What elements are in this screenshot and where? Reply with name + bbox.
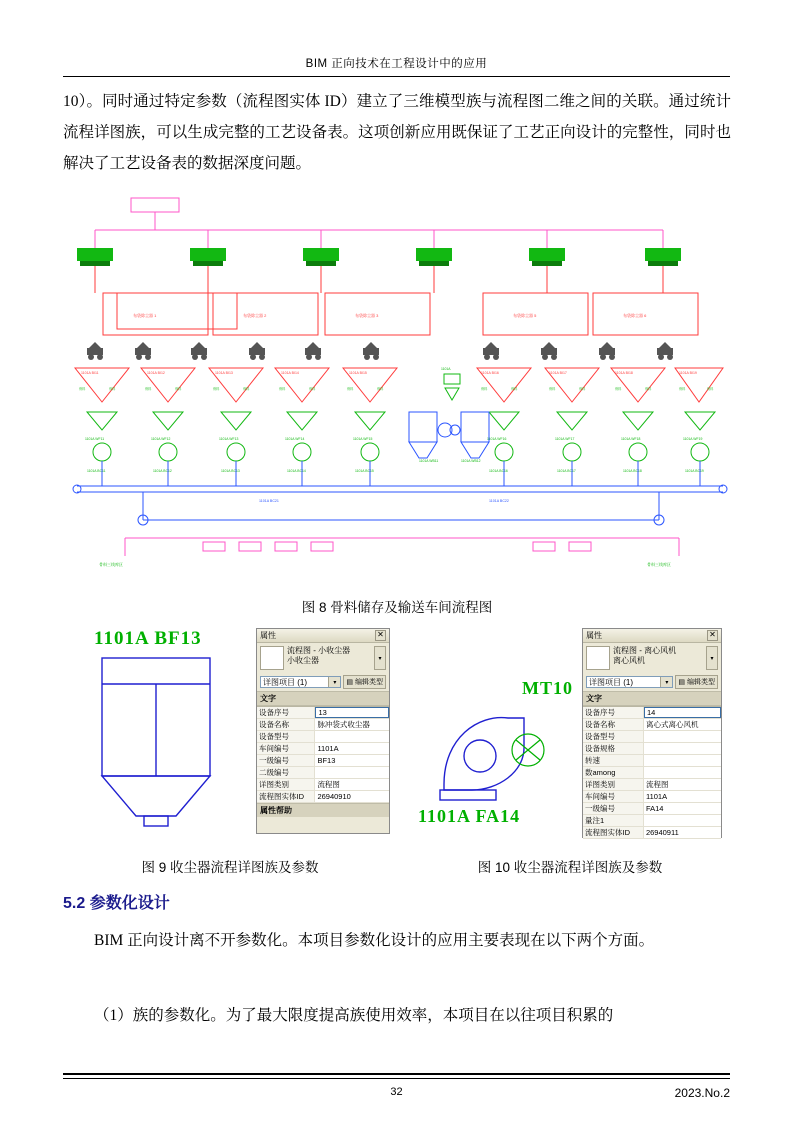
figure-10-caption: 图 10 收尘器流程详图族及参数	[477, 860, 663, 875]
param-key: 详图类别	[583, 779, 644, 790]
svg-text:1101A BC22: 1101A BC22	[489, 499, 509, 503]
table-row[interactable]	[257, 779, 389, 791]
svg-text:1101A BC16: 1101A BC16	[489, 469, 508, 473]
svg-text:骨料: 骨料	[679, 387, 686, 391]
svg-text:1101A BC17: 1101A BC17	[557, 469, 576, 473]
edit-type-label: 编辑类型	[355, 679, 383, 686]
palette-parameter-grid	[583, 706, 721, 839]
param-key: 流程图实体ID	[583, 827, 644, 838]
param-key: 量注1	[583, 815, 644, 826]
edit-type-label: 编辑类型	[687, 679, 715, 686]
footer-divider-thick	[63, 1073, 730, 1075]
fig10-tag-label-top: MT10	[522, 678, 573, 698]
svg-text:骨料三线库区: 骨料三线库区	[99, 562, 123, 567]
svg-text:1101A WF18: 1101A WF18	[621, 437, 641, 441]
param-value[interactable]	[644, 731, 721, 742]
table-row[interactable]	[583, 791, 721, 803]
table-row[interactable]	[257, 731, 389, 743]
param-value[interactable]	[315, 731, 389, 742]
instance-selector-value: 详图项目 (1)	[263, 677, 307, 687]
svg-text:1101A WB11: 1101A WB11	[419, 459, 439, 463]
fig9-tag-label: 1101A BF13	[94, 628, 202, 649]
svg-text:骨料三线库区: 骨料三线库区	[647, 562, 671, 567]
svg-text:1101A BC21: 1101A BC21	[259, 499, 279, 503]
chevron-down-icon[interactable]: ▾	[660, 677, 672, 687]
svg-text:1101A BC15: 1101A BC15	[355, 469, 374, 473]
flow-diagram-svg	[63, 190, 731, 580]
instance-selector[interactable]	[586, 676, 673, 688]
svg-text:1101A BC11: 1101A BC11	[87, 469, 106, 473]
figure-9-caption: 图 9 收尘器流程详图族及参数	[141, 860, 319, 875]
svg-text:1101A BI14: 1101A BI14	[281, 371, 299, 375]
table-row[interactable]	[583, 743, 721, 755]
close-icon[interactable]: ✕	[375, 630, 386, 641]
param-key: 设备型号	[583, 731, 644, 742]
table-row[interactable]	[583, 815, 721, 827]
table-row[interactable]	[583, 719, 721, 731]
param-value[interactable]	[644, 767, 721, 778]
table-row[interactable]	[583, 707, 721, 719]
svg-text:骨料: 骨料	[145, 387, 152, 391]
table-row[interactable]	[257, 791, 389, 803]
svg-text:骨料: 骨料	[707, 387, 714, 391]
section-heading: 5.2 参数化设计	[63, 895, 170, 912]
param-key: 二级编号	[257, 767, 315, 778]
svg-text:1101A WF17: 1101A WF17	[555, 437, 575, 441]
svg-text:骨料: 骨料	[511, 387, 518, 391]
palette-instance-selector-row[interactable]	[257, 673, 389, 691]
svg-text:1101A WF12: 1101A WF12	[151, 437, 171, 441]
param-value[interactable]	[644, 755, 721, 766]
svg-text:骨料: 骨料	[579, 387, 586, 391]
palette-section-header: 文字	[583, 691, 721, 706]
param-key: 设备序号	[257, 707, 315, 718]
properties-palette-fig9[interactable]	[256, 628, 390, 834]
svg-text:骨料: 骨料	[481, 387, 488, 391]
svg-text:1101A BI12: 1101A BI12	[147, 371, 165, 375]
figure-8-flow-diagram	[63, 190, 731, 580]
svg-text:布袋除尘器 6: 布袋除尘器 6	[623, 313, 647, 318]
palette-title: 属性	[260, 631, 276, 640]
dust-collector-symbol	[94, 654, 234, 839]
table-row[interactable]	[583, 731, 721, 743]
svg-text:1101A WF16: 1101A WF16	[487, 437, 507, 441]
header-divider	[63, 76, 730, 77]
svg-text:1101A BC19: 1101A BC19	[685, 469, 704, 473]
svg-text:1101A BC13: 1101A BC13	[221, 469, 240, 473]
param-key: 流程图实体ID	[257, 791, 315, 802]
svg-text:骨料: 骨料	[175, 387, 182, 391]
svg-text:1101A BI19: 1101A BI19	[679, 371, 697, 375]
param-key: 设备规格	[583, 743, 644, 754]
param-value[interactable]: 1101A	[645, 792, 668, 801]
svg-text:骨料: 骨料	[279, 387, 286, 391]
palette-footer[interactable]: 属性帮助	[257, 803, 389, 817]
family-thumbnail	[260, 646, 284, 670]
table-row[interactable]	[583, 827, 721, 839]
param-value[interactable]: 1101A	[317, 744, 339, 753]
page-number: 32	[390, 1086, 403, 1098]
param-key: 一级编号	[583, 803, 644, 814]
param-value[interactable]	[644, 743, 721, 754]
type-name: 小收尘器	[287, 656, 319, 665]
palette-instance-selector-row[interactable]	[583, 673, 721, 691]
svg-text:1101A: 1101A	[441, 367, 451, 371]
palette-title: 属性	[586, 631, 602, 640]
edit-type-button[interactable]	[675, 675, 718, 689]
param-value[interactable]: 流程图	[645, 780, 669, 789]
svg-text:1101A WF13: 1101A WF13	[219, 437, 239, 441]
table-row[interactable]	[583, 755, 721, 767]
table-row[interactable]	[257, 743, 389, 755]
palette-type-selector[interactable]	[257, 643, 389, 673]
param-key: 数among	[583, 767, 644, 778]
family-type-text	[287, 646, 371, 666]
svg-text:1101A BC12: 1101A BC12	[153, 469, 172, 473]
svg-text:1101A BI16: 1101A BI16	[481, 371, 499, 375]
param-value[interactable]: BF13	[317, 756, 336, 765]
table-row[interactable]	[583, 803, 721, 815]
svg-text:1101A BC18: 1101A BC18	[623, 469, 642, 473]
type-name: 离心风机	[613, 656, 645, 665]
param-value[interactable]: 脉冲袋式收尘器	[317, 720, 370, 729]
svg-text:骨料: 骨料	[79, 387, 86, 391]
running-header: BIM 正向技术在工程设计中的应用	[305, 58, 488, 70]
palette-parameter-grid	[257, 706, 389, 803]
param-value[interactable]: 13	[315, 707, 389, 718]
edit-type-button[interactable]	[343, 675, 386, 689]
svg-text:1101A BI18: 1101A BI18	[615, 371, 633, 375]
svg-text:骨料: 骨料	[549, 387, 556, 391]
svg-text:布袋除尘器 5: 布袋除尘器 5	[513, 313, 537, 318]
table-row[interactable]	[257, 707, 389, 719]
instance-selector[interactable]	[260, 676, 341, 688]
param-key: 车间编号	[583, 791, 644, 802]
edit-type-icon: ▤	[346, 679, 353, 686]
family-name: 流程图 - 离心风机	[613, 646, 677, 655]
close-icon[interactable]: ✕	[707, 630, 718, 641]
footer-divider-thin	[63, 1078, 730, 1079]
svg-text:1101A WF11: 1101A WF11	[85, 437, 105, 441]
param-value[interactable]	[644, 815, 721, 826]
family-thumbnail	[586, 646, 610, 670]
svg-text:1101A BI11: 1101A BI11	[81, 371, 99, 375]
table-row[interactable]	[257, 755, 389, 767]
param-value[interactable]: 14	[644, 707, 721, 718]
param-value[interactable]: 流程图	[317, 780, 340, 789]
paragraph-intro: 10）。同时通过特定参数（流程图实体 ID）建立了三维模型族与流程图二维之间的关联。通过统计流程详图族，可以生成完整的工艺设备表。这项创新应用既保证了工艺正向设计的完整性，同时也解决了工艺设备表的数据深度问题。	[63, 93, 731, 172]
paragraph-bim: BIM 正向设计离不开参数化。本项目参数化设计的应用主要表现在以下两个方面。	[94, 932, 655, 949]
chevron-down-icon[interactable]: ▾	[328, 677, 340, 687]
figure-8-caption: 图 8 骨料储存及输送车间流程图	[301, 600, 493, 615]
palette-titlebar	[583, 629, 721, 643]
param-key: 设备名称	[257, 719, 315, 730]
param-value[interactable]: FA14	[645, 804, 664, 813]
svg-text:1101A BI13: 1101A BI13	[215, 371, 233, 375]
param-key: 车间编号	[257, 743, 315, 754]
paragraph-family: （1）族的参数化。为了最大限度提高族使用效率，本项目在以往项目积累的	[94, 1007, 614, 1024]
family-name: 流程图 - 小收尘器	[287, 646, 351, 655]
svg-text:骨料: 骨料	[109, 387, 116, 391]
param-value[interactable]	[315, 767, 389, 778]
issue-label: 2023.No.2	[674, 1086, 730, 1100]
param-key: 一级编号	[257, 755, 315, 766]
family-type-text	[613, 646, 703, 666]
param-value[interactable]: 离心式离心风机	[645, 720, 699, 729]
param-key: 设备名称	[583, 719, 644, 730]
svg-text:骨料: 骨料	[347, 387, 354, 391]
figure-9-detail	[90, 628, 390, 846]
svg-text:骨料: 骨料	[213, 387, 220, 391]
param-key: 详图类别	[257, 779, 315, 790]
svg-text:布袋除尘器 2: 布袋除尘器 2	[243, 313, 267, 318]
table-row[interactable]	[583, 767, 721, 779]
svg-text:1101A BI17: 1101A BI17	[549, 371, 567, 375]
svg-text:布袋除尘器 1: 布袋除尘器 1	[133, 313, 157, 318]
svg-text:骨料: 骨料	[243, 387, 250, 391]
chevron-down-icon[interactable]: ▾	[374, 646, 386, 670]
instance-selector-value: 详图项目 (1)	[589, 677, 633, 687]
chevron-down-icon[interactable]: ▾	[706, 646, 718, 670]
svg-text:骨料: 骨料	[615, 387, 622, 391]
table-row[interactable]	[583, 779, 721, 791]
param-value[interactable]: 26940910	[317, 792, 351, 801]
figure-10-detail	[410, 628, 730, 846]
palette-titlebar	[257, 629, 389, 643]
properties-palette-fig10[interactable]	[582, 628, 722, 838]
svg-text:1101A BC14: 1101A BC14	[287, 469, 306, 473]
table-row[interactable]	[257, 719, 389, 731]
svg-text:1101A WF15: 1101A WF15	[353, 437, 373, 441]
param-key: 转速	[583, 755, 644, 766]
param-key: 设备型号	[257, 731, 315, 742]
svg-text:1101A WF14: 1101A WF14	[285, 437, 305, 441]
palette-type-selector[interactable]	[583, 643, 721, 673]
fig10-tag-label-bottom: 1101A FA14	[418, 806, 521, 826]
svg-text:布袋除尘器 3: 布袋除尘器 3	[355, 313, 379, 318]
palette-section-header: 文字	[257, 691, 389, 706]
svg-text:1101A WF19: 1101A WF19	[683, 437, 703, 441]
svg-text:1101A WB12: 1101A WB12	[461, 459, 481, 463]
svg-text:骨料: 骨料	[309, 387, 316, 391]
svg-text:骨料: 骨料	[645, 387, 652, 391]
svg-text:1101A BI15: 1101A BI15	[349, 371, 367, 375]
table-row[interactable]	[257, 767, 389, 779]
param-value[interactable]: 26940911	[645, 828, 679, 837]
edit-type-icon: ▤	[678, 679, 685, 686]
param-key: 设备序号	[583, 707, 644, 718]
svg-text:骨料: 骨料	[377, 387, 384, 391]
